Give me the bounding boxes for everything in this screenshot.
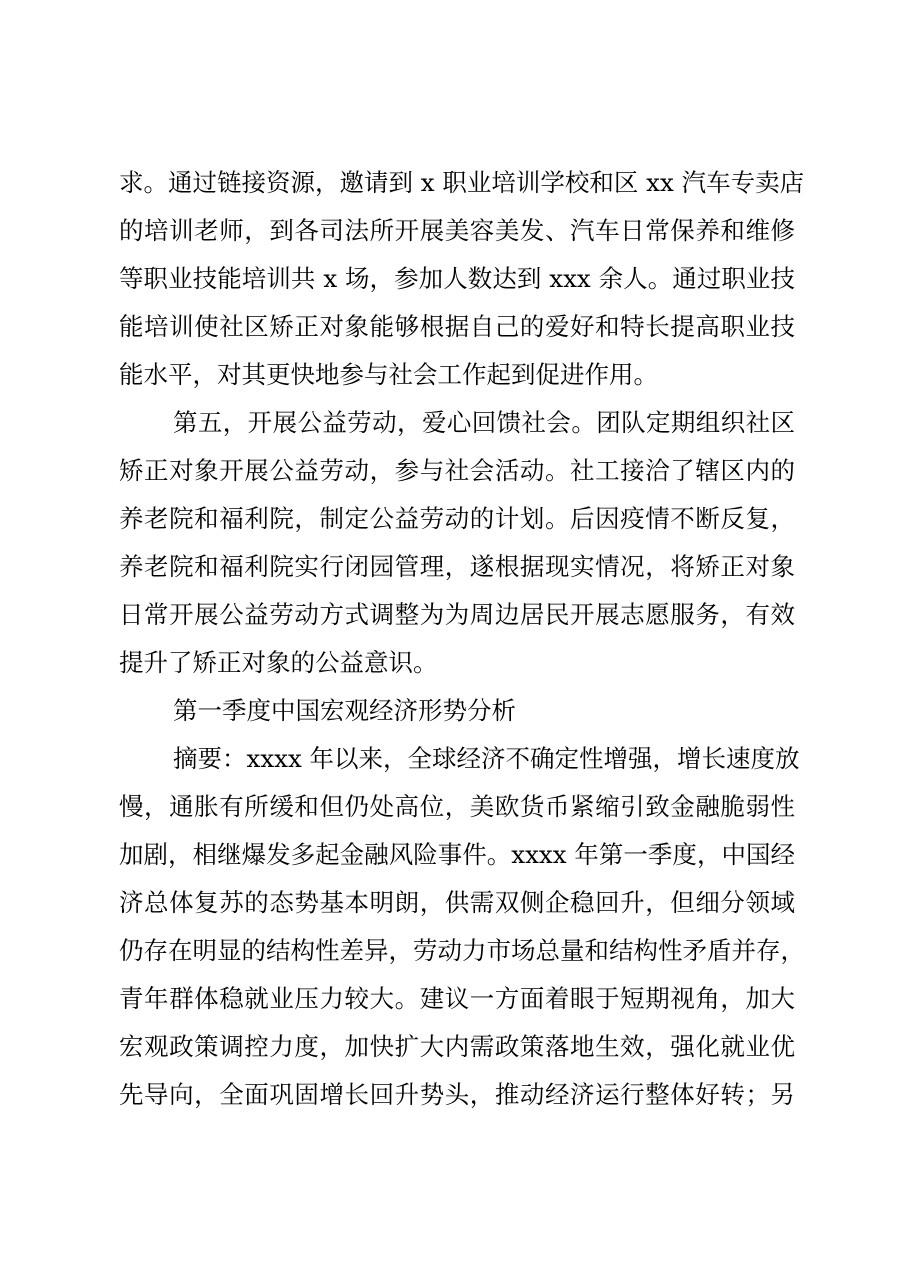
abstract-line-3: 加剧，相继爆发多起金融风险事件。xxxx 年第一季度，中国经: [119, 840, 795, 869]
paragraph-2-line-3: 养老院和福利院，制定公益劳动的计划。后因疫情不断反复，: [119, 504, 795, 533]
abstract-line-8: 先导向，全面巩固增长回升势头，推动经济运行整体好转；另: [119, 1080, 795, 1109]
paragraph-2-line-2: 矫正对象开展公益劳动，参与社会活动。社工接洽了辖区内的: [119, 456, 795, 485]
abstract-line-6: 青年群体稳就业压力较大。建议一方面着眼于短期视角，加大: [119, 984, 795, 1013]
abstract-line-1: 摘要：xxxx 年以来，全球经济不确定性增强，增长速度放: [173, 744, 800, 773]
abstract-line-2: 慢，通胀有所缓和但仍处高位，美欧货币紧缩引致金融脆弱性: [119, 792, 795, 821]
abstract-line-5: 仍存在明显的结构性差异，劳动力市场总量和结构性矛盾并存，: [119, 936, 805, 965]
paragraph-1-line-4: 能培训使社区矫正对象能够根据自己的爱好和特长提高职业技: [119, 312, 795, 341]
abstract-line-7: 宏观政策调控力度，加快扩大内需政策落地生效，强化就业优: [119, 1032, 795, 1061]
section-title: 第一季度中国宏观经济形势分析: [173, 696, 516, 725]
paragraph-2-line-4: 养老院和福利院实行闭园管理，遂根据现实情况，将矫正对象: [119, 552, 795, 581]
paragraph-2-line-6: 提升了矫正对象的公益意识。: [119, 648, 438, 677]
paragraph-1-line-5: 能水平，对其更快地参与社会工作起到促进作用。: [119, 360, 658, 389]
paragraph-2-line-5: 日常开展公益劳动方式调整为为周边居民开展志愿服务，有效: [119, 600, 795, 629]
paragraph-1-line-1: 求。通过链接资源，邀请到 x 职业培训学校和区 xx 汽车专卖店: [119, 168, 805, 197]
abstract-line-4: 济总体复苏的态势基本明朗，供需双侧企稳回升，但细分领域: [119, 888, 795, 917]
paragraph-2-line-1: 第五，开展公益劳动，爱心回馈社会。团队定期组织社区: [173, 408, 795, 437]
paragraph-1-line-3: 等职业技能培训共 x 场，参加人数达到 xxx 余人。通过职业技: [119, 264, 795, 293]
paragraph-1-line-2: 的培训老师，到各司法所开展美容美发、汽车日常保养和维修: [119, 216, 795, 245]
